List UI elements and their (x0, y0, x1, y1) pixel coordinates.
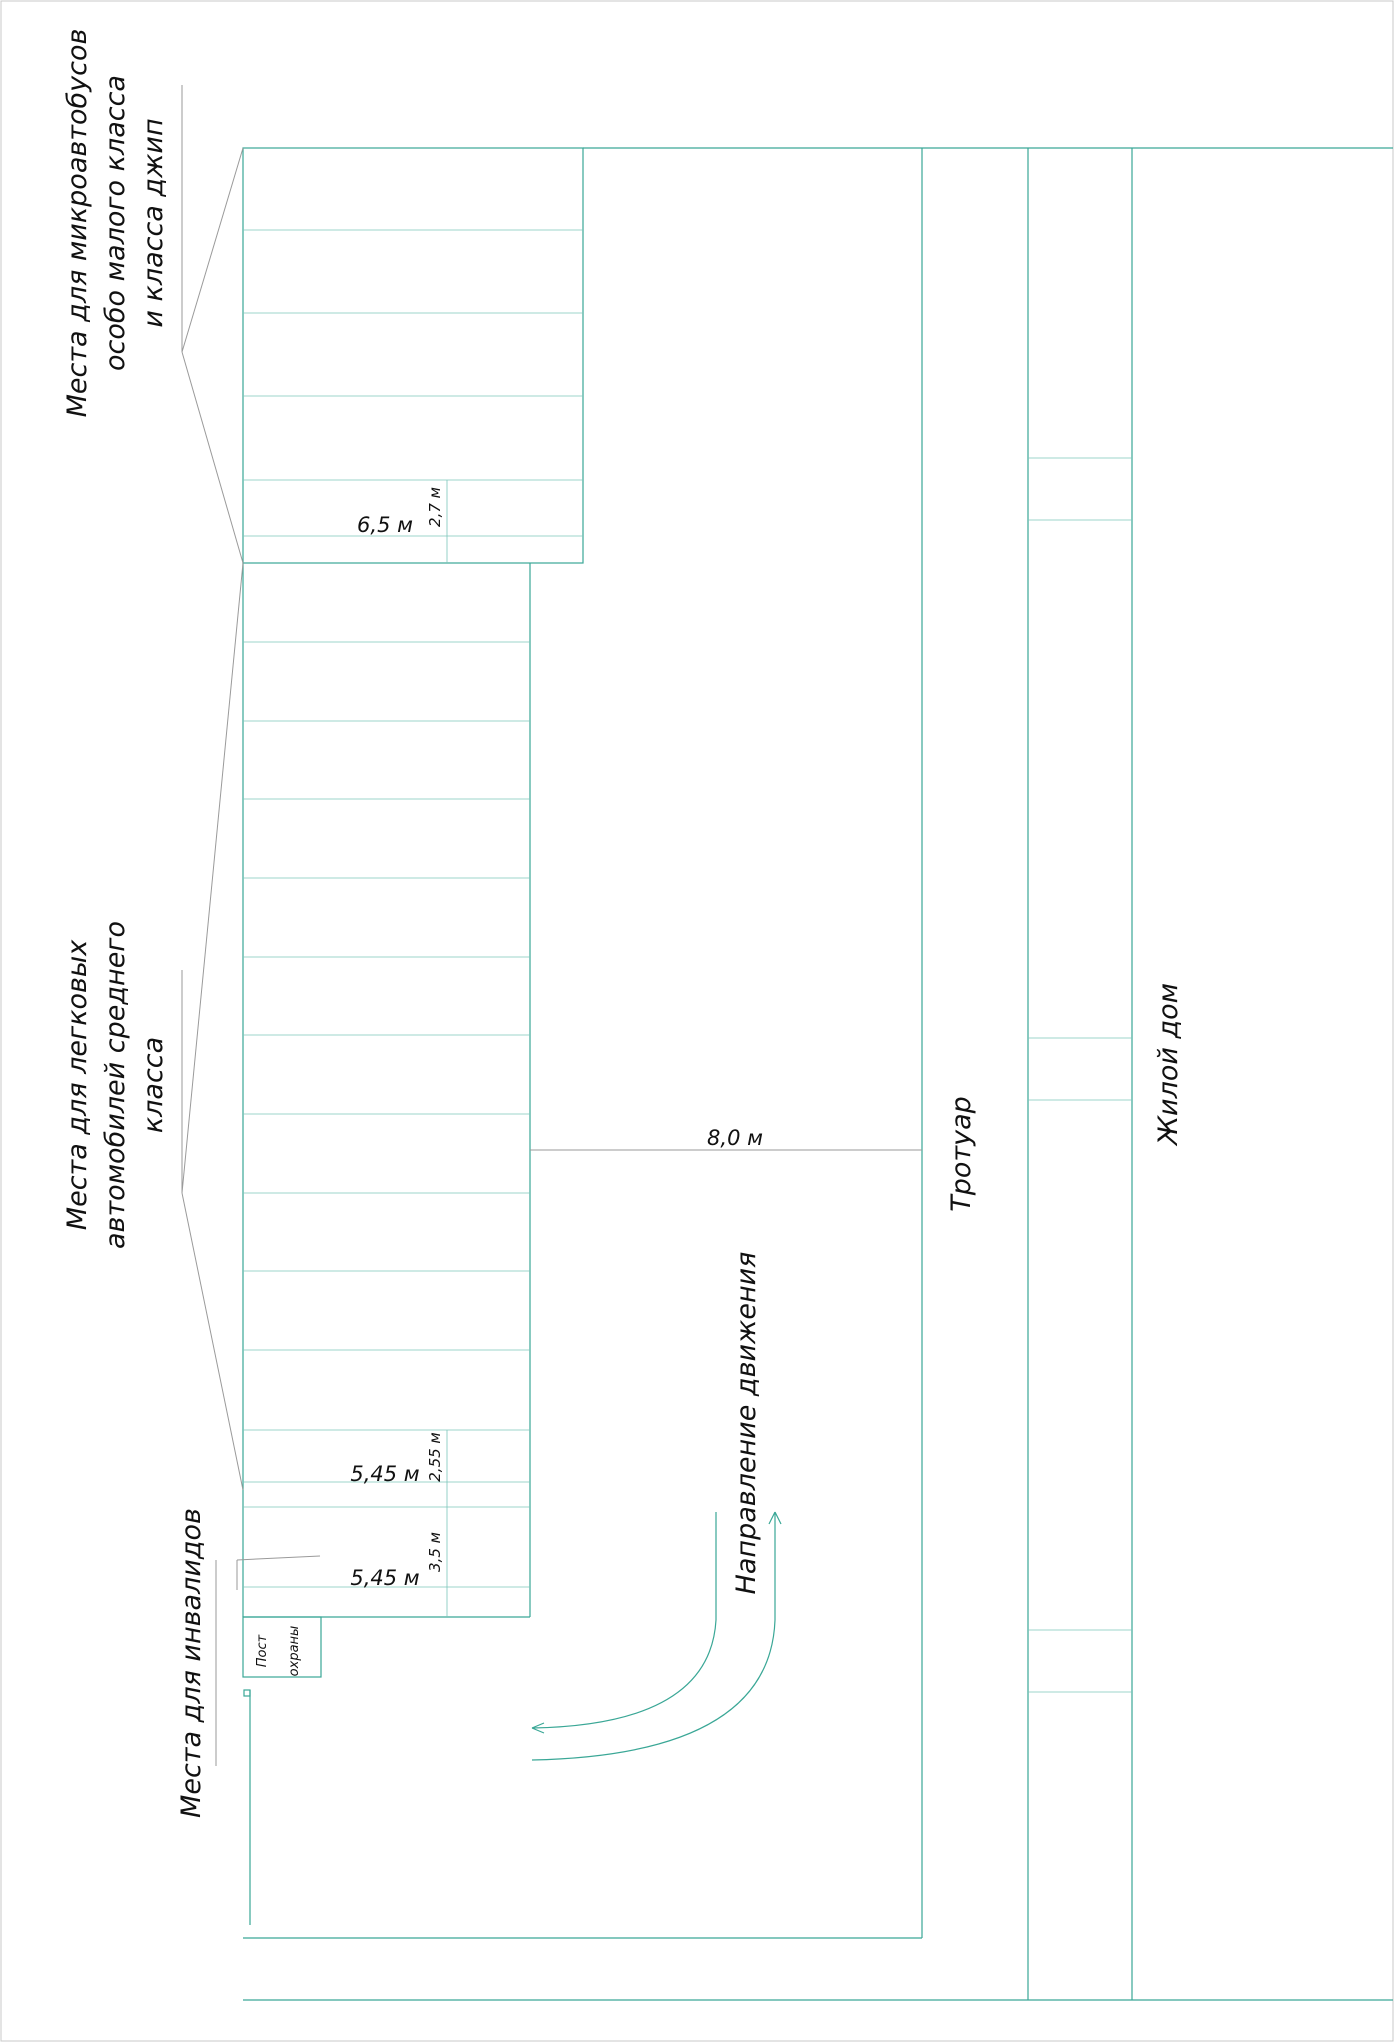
minibus-width-dim: 2,7 м (426, 487, 444, 527)
minibus-spots-label (62, 29, 169, 418)
svg-text:охраны: охраны (287, 1625, 302, 1677)
car-width-dim: 2,55 м (426, 1432, 444, 1482)
residential-building (1028, 148, 1132, 2000)
svg-text:Места для легковых: Места для легковых (62, 939, 93, 1231)
aisle-width-dim: 8,0 м (707, 1126, 763, 1150)
residential-building-label: Жилой дом (1153, 982, 1184, 1146)
minibus-length-dim: 6,5 м (357, 513, 413, 537)
svg-text:Места для микроавтобусов: Места для микроавтобусов (62, 28, 93, 418)
disabled-spots-label: Места для инвалидов (176, 1508, 207, 1818)
svg-text:Пост: Пост (255, 1634, 270, 1668)
sidewalk-strip (583, 148, 1393, 2000)
car-parking-block (243, 563, 530, 1617)
minibus-parking-block (243, 148, 583, 563)
sidewalk-label: Тротуар (946, 1096, 977, 1212)
sheet-frame (1, 1, 1393, 2041)
guard-post-label (255, 1626, 302, 1677)
car-spots-label (62, 921, 169, 1249)
disabled-width-dim: 3,5 м (426, 1532, 444, 1572)
svg-text:автомобилей среднего: автомобилей среднего (100, 920, 131, 1250)
svg-text:особо малого класса: особо малого класса (100, 75, 131, 371)
svg-text:и класса джип: и класса джип (138, 118, 169, 328)
disabled-length-dim: 5,45 м (350, 1566, 420, 1590)
svg-text:класса: класса (138, 1036, 169, 1134)
car-length-dim: 5,45 м (350, 1462, 420, 1486)
traffic-direction-label: Направление движения (731, 1251, 762, 1595)
